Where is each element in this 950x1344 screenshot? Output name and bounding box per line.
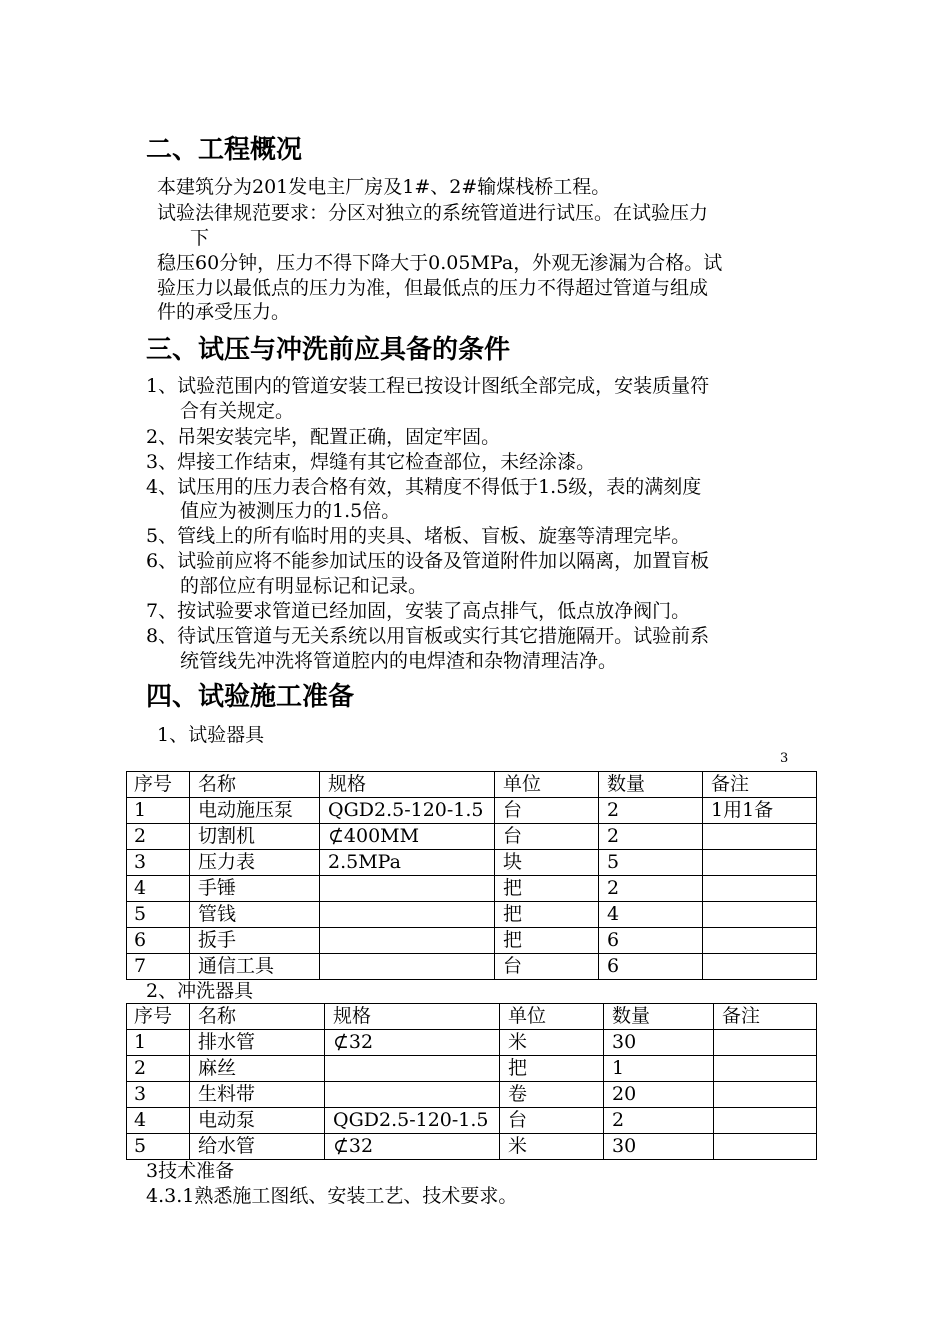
table-cell: 通信工具 xyxy=(190,954,320,980)
table-row xyxy=(127,1056,817,1082)
subsection-flushing-equipment: 2、冲洗器具 xyxy=(146,980,254,1002)
table-cell: 2 xyxy=(599,798,703,824)
table-cell: 台 xyxy=(495,798,599,824)
table-cell: 把 xyxy=(500,1056,604,1082)
header-cell: 名称 xyxy=(190,772,320,798)
table-cell: QGD2.5-120-1.5 xyxy=(320,798,495,824)
table-row xyxy=(127,928,817,954)
table-cell: 1用1备 xyxy=(703,798,817,824)
header-cell: 数量 xyxy=(599,772,703,798)
header-cell: 规格 xyxy=(325,1004,500,1030)
table-cell: ⊄32 xyxy=(325,1134,500,1160)
section-3-heading: 三、试压与冲洗前应具备的条件 xyxy=(146,335,511,365)
flushing-equipment-table xyxy=(126,1003,817,1160)
section-2-heading: 二、工程概况 xyxy=(146,135,303,165)
table-cell: 生料带 xyxy=(190,1082,325,1108)
table-cell: 30 xyxy=(604,1134,714,1160)
section-2-line: 试验法律规范要求：分区对独立的系统管道进行试压。在试验压力 xyxy=(157,202,709,224)
table-cell: 3 xyxy=(127,1082,190,1108)
section-2-line: 件的承受压力。 xyxy=(157,301,291,323)
table-cell: 给水管 xyxy=(190,1134,325,1160)
condition-line: 7、按试验要求管道已经加固，安装了高点排气，低点放净阀门。 xyxy=(146,600,691,622)
table-cell: 2 xyxy=(127,824,190,850)
table-cell: 排水管 xyxy=(190,1030,325,1056)
table-cell: 米 xyxy=(500,1030,604,1056)
section-4-heading: 四、试验施工准备 xyxy=(146,682,355,712)
header-cell: 备注 xyxy=(703,772,817,798)
table-cell xyxy=(714,1108,817,1134)
condition-line: 值应为被测压力的1.5倍。 xyxy=(180,500,401,522)
condition-line: 3、焊接工作结束，焊缝有其它检查部位，未经涂漆。 xyxy=(146,451,596,473)
table-cell: 1 xyxy=(604,1056,714,1082)
table-cell xyxy=(714,1030,817,1056)
table-cell: 把 xyxy=(495,902,599,928)
table-cell xyxy=(714,1082,817,1108)
technical-preparation-item: 4.3.1熟悉施工图纸、安装工艺、技术要求。 xyxy=(146,1185,518,1207)
table-cell: 2 xyxy=(127,1056,190,1082)
header-cell: 单位 xyxy=(500,1004,604,1030)
table-cell: 4 xyxy=(127,876,190,902)
table-cell: 台 xyxy=(495,824,599,850)
table-cell: 3 xyxy=(127,850,190,876)
table-cell xyxy=(703,876,817,902)
table-cell: 5 xyxy=(127,1134,190,1160)
table-cell xyxy=(714,1056,817,1082)
header-cell: 名称 xyxy=(190,1004,325,1030)
page-number: 3 xyxy=(780,751,789,766)
table-cell: ⊄400MM xyxy=(320,824,495,850)
table-cell: 6 xyxy=(127,928,190,954)
table-row xyxy=(127,1030,817,1056)
table-cell: 压力表 xyxy=(190,850,320,876)
subsection-technical-preparation: 3技术准备 xyxy=(146,1160,235,1182)
table-cell: 7 xyxy=(127,954,190,980)
table-cell xyxy=(325,1056,500,1082)
condition-line: 2、吊架安装完毕，配置正确，固定牢固。 xyxy=(146,426,501,448)
table-cell: 麻丝 xyxy=(190,1056,325,1082)
table-cell: 20 xyxy=(604,1082,714,1108)
table-cell xyxy=(320,928,495,954)
table-cell: 6 xyxy=(599,928,703,954)
table-cell: 5 xyxy=(127,902,190,928)
section-2-line: 下 xyxy=(190,227,210,249)
header-cell: 单位 xyxy=(495,772,599,798)
test-equipment-table xyxy=(126,771,817,980)
table-row xyxy=(127,798,817,824)
table-cell: 2.5MPa xyxy=(320,850,495,876)
subsection-test-equipment: 1、试验器具 xyxy=(157,724,265,746)
table-cell: 把 xyxy=(495,876,599,902)
condition-line: 1、试验范围内的管道安装工程已按设计图纸全部完成，安装质量符 xyxy=(146,375,710,397)
table-cell: 切割机 xyxy=(190,824,320,850)
condition-line: 统管线先冲洗将管道腔内的电焊渣和杂物清理洁净。 xyxy=(180,650,618,672)
table-cell: 1 xyxy=(127,1030,190,1056)
table-cell: 2 xyxy=(599,824,703,850)
table-cell xyxy=(703,954,817,980)
table-cell: 电动泵 xyxy=(190,1108,325,1134)
table-cell: 4 xyxy=(127,1108,190,1134)
table-cell: 电动施压泵 xyxy=(190,798,320,824)
header-cell: 序号 xyxy=(127,1004,190,1030)
table-row xyxy=(127,954,817,980)
table-cell xyxy=(320,954,495,980)
condition-line: 8、待试压管道与无关系统以用盲板或实行其它措施隔开。试验前系 xyxy=(146,625,710,647)
table-row xyxy=(127,1108,817,1134)
table-cell: 台 xyxy=(500,1108,604,1134)
table-cell: QGD2.5-120-1.5 xyxy=(325,1108,500,1134)
table-row xyxy=(127,902,817,928)
header-cell: 数量 xyxy=(604,1004,714,1030)
table-cell: 米 xyxy=(500,1134,604,1160)
table-cell: 6 xyxy=(599,954,703,980)
section-2-line: 稳压60分钟，压力不得下降大于0.05MPa，外观无渗漏为合格。试 xyxy=(157,252,723,274)
table-cell: ⊄32 xyxy=(325,1030,500,1056)
header-cell: 规格 xyxy=(320,772,495,798)
table-cell: 30 xyxy=(604,1030,714,1056)
table-row xyxy=(127,1082,817,1108)
table-cell: 1 xyxy=(127,798,190,824)
table-cell: 块 xyxy=(495,850,599,876)
table-cell xyxy=(320,876,495,902)
table-cell: 4 xyxy=(599,902,703,928)
table-cell xyxy=(703,850,817,876)
condition-line: 合有关规定。 xyxy=(180,400,295,422)
table-cell xyxy=(703,902,817,928)
table-header-row xyxy=(127,1004,817,1030)
section-2-line: 本建筑分为201发电主厂房及1#、2#输煤栈桥工程。 xyxy=(157,176,611,198)
table-row xyxy=(127,1134,817,1160)
condition-line: 4、试压用的压力表合格有效，其精度不得低于1.5级，表的满刻度 xyxy=(146,476,702,498)
table-cell: 5 xyxy=(599,850,703,876)
table-cell: 把 xyxy=(495,928,599,954)
section-2-line: 验压力以最低点的压力为准，但最低点的压力不得超过管道与组成 xyxy=(157,277,709,299)
table-cell: 台 xyxy=(495,954,599,980)
table-cell: 2 xyxy=(599,876,703,902)
table-cell: 2 xyxy=(604,1108,714,1134)
table-cell: 扳手 xyxy=(190,928,320,954)
condition-line: 的部位应有明显标记和记录。 xyxy=(180,575,428,597)
table-cell: 卷 xyxy=(500,1082,604,1108)
header-cell: 序号 xyxy=(127,772,190,798)
table-row xyxy=(127,824,817,850)
table-cell xyxy=(703,824,817,850)
table-header-row xyxy=(127,772,817,798)
condition-line: 6、试验前应将不能参加试压的设备及管道附件加以隔离，加置盲板 xyxy=(146,550,710,572)
header-cell: 备注 xyxy=(714,1004,817,1030)
table-cell xyxy=(703,928,817,954)
table-cell xyxy=(325,1082,500,1108)
table-cell: 手锤 xyxy=(190,876,320,902)
table-cell: 管钱 xyxy=(190,902,320,928)
table-cell xyxy=(320,902,495,928)
table-row xyxy=(127,850,817,876)
table-cell xyxy=(714,1134,817,1160)
table-row xyxy=(127,876,817,902)
condition-line: 5、管线上的所有临时用的夹具、堵板、盲板、旋塞等清理完毕。 xyxy=(146,525,691,547)
